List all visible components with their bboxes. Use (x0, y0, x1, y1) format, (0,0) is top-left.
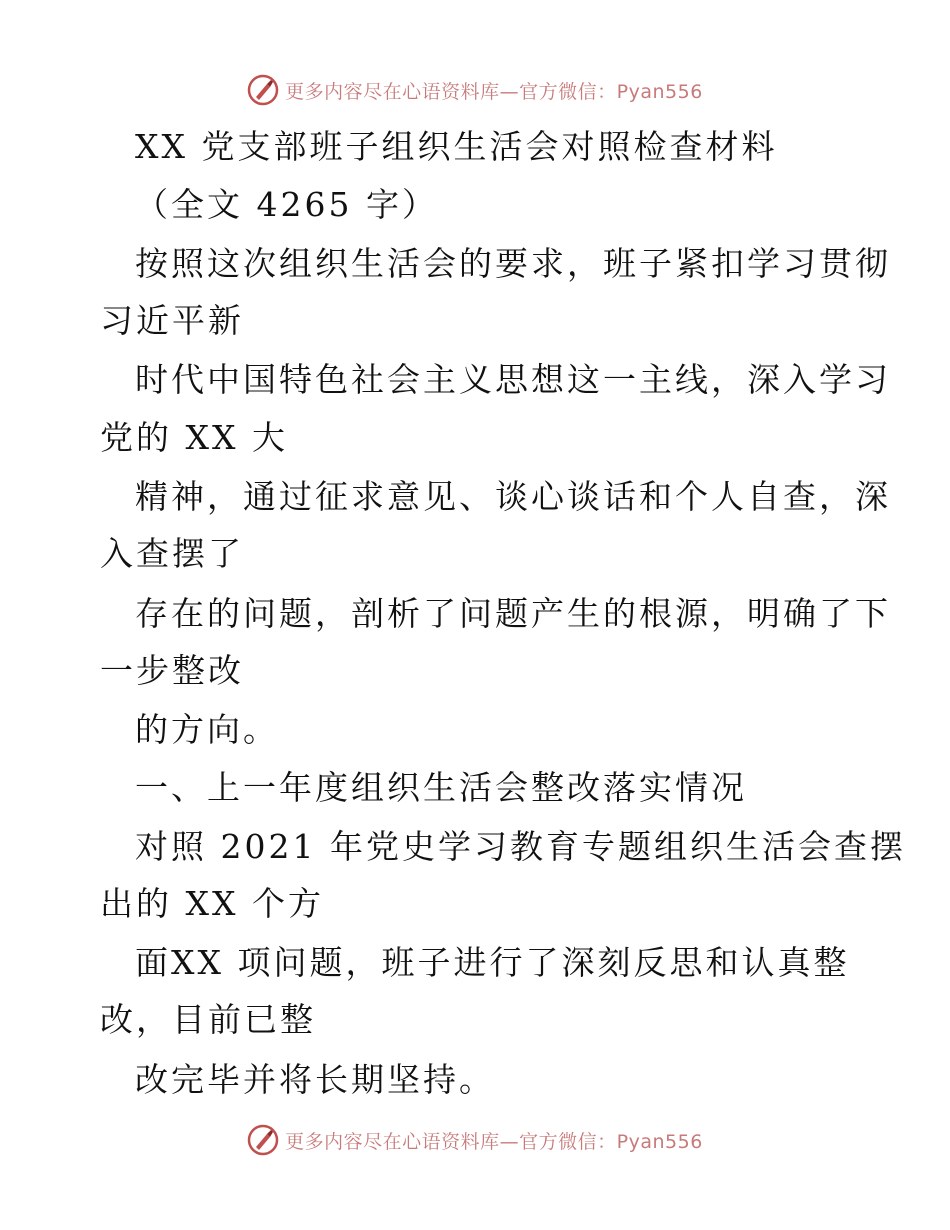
word-count: （全文 4265 字） (135, 185, 438, 224)
paragraph-line: 精神，通过征求意见、谈心谈话和个人自查，深 (135, 477, 891, 516)
paragraph-line: 改完毕并将长期坚持。 (135, 1060, 495, 1099)
paragraph-line: 出的 XX 个方 (100, 884, 324, 923)
watermark-text: 更多内容尽在心语资料库—官方微信：Pyan556 (285, 80, 703, 103)
section-heading: 一、上一年度组织生活会整改落实情况 (135, 768, 747, 807)
document-title: XX 党支部班子组织生活会对照检查材料 (135, 127, 778, 166)
paragraph-line: 对照 2021 年党史学习教育专题组织生活会查摆 (135, 827, 906, 866)
pen-logo-icon (247, 1124, 279, 1156)
paragraph-line: 面XX 项问题，班子进行了深刻反思和认真整 (135, 943, 850, 982)
paragraph-line: 习近平新 (100, 301, 244, 340)
paragraph-line: 存在的问题，剖析了问题产生的根源，明确了下 (135, 594, 891, 633)
watermark-text: 更多内容尽在心语资料库—官方微信：Pyan556 (285, 1130, 703, 1153)
watermark-banner-bottom (0, 1120, 950, 1160)
paragraph-line: 按照这次组织生活会的要求，班子紧扣学习贯彻 (135, 244, 891, 283)
paragraph-line: 改，目前已整 (100, 1000, 316, 1039)
paragraph-line: 一步整改 (100, 651, 244, 690)
watermark-banner-top (0, 70, 950, 110)
paragraph-line: 党的 XX 大 (100, 418, 288, 457)
paragraph-line: 入查摆了 (100, 534, 244, 573)
paragraph-line: 时代中国特色社会主义思想这一主线，深入学习 (135, 360, 891, 399)
paragraph-line: 的方向。 (135, 710, 279, 749)
pen-logo-icon (247, 74, 279, 106)
